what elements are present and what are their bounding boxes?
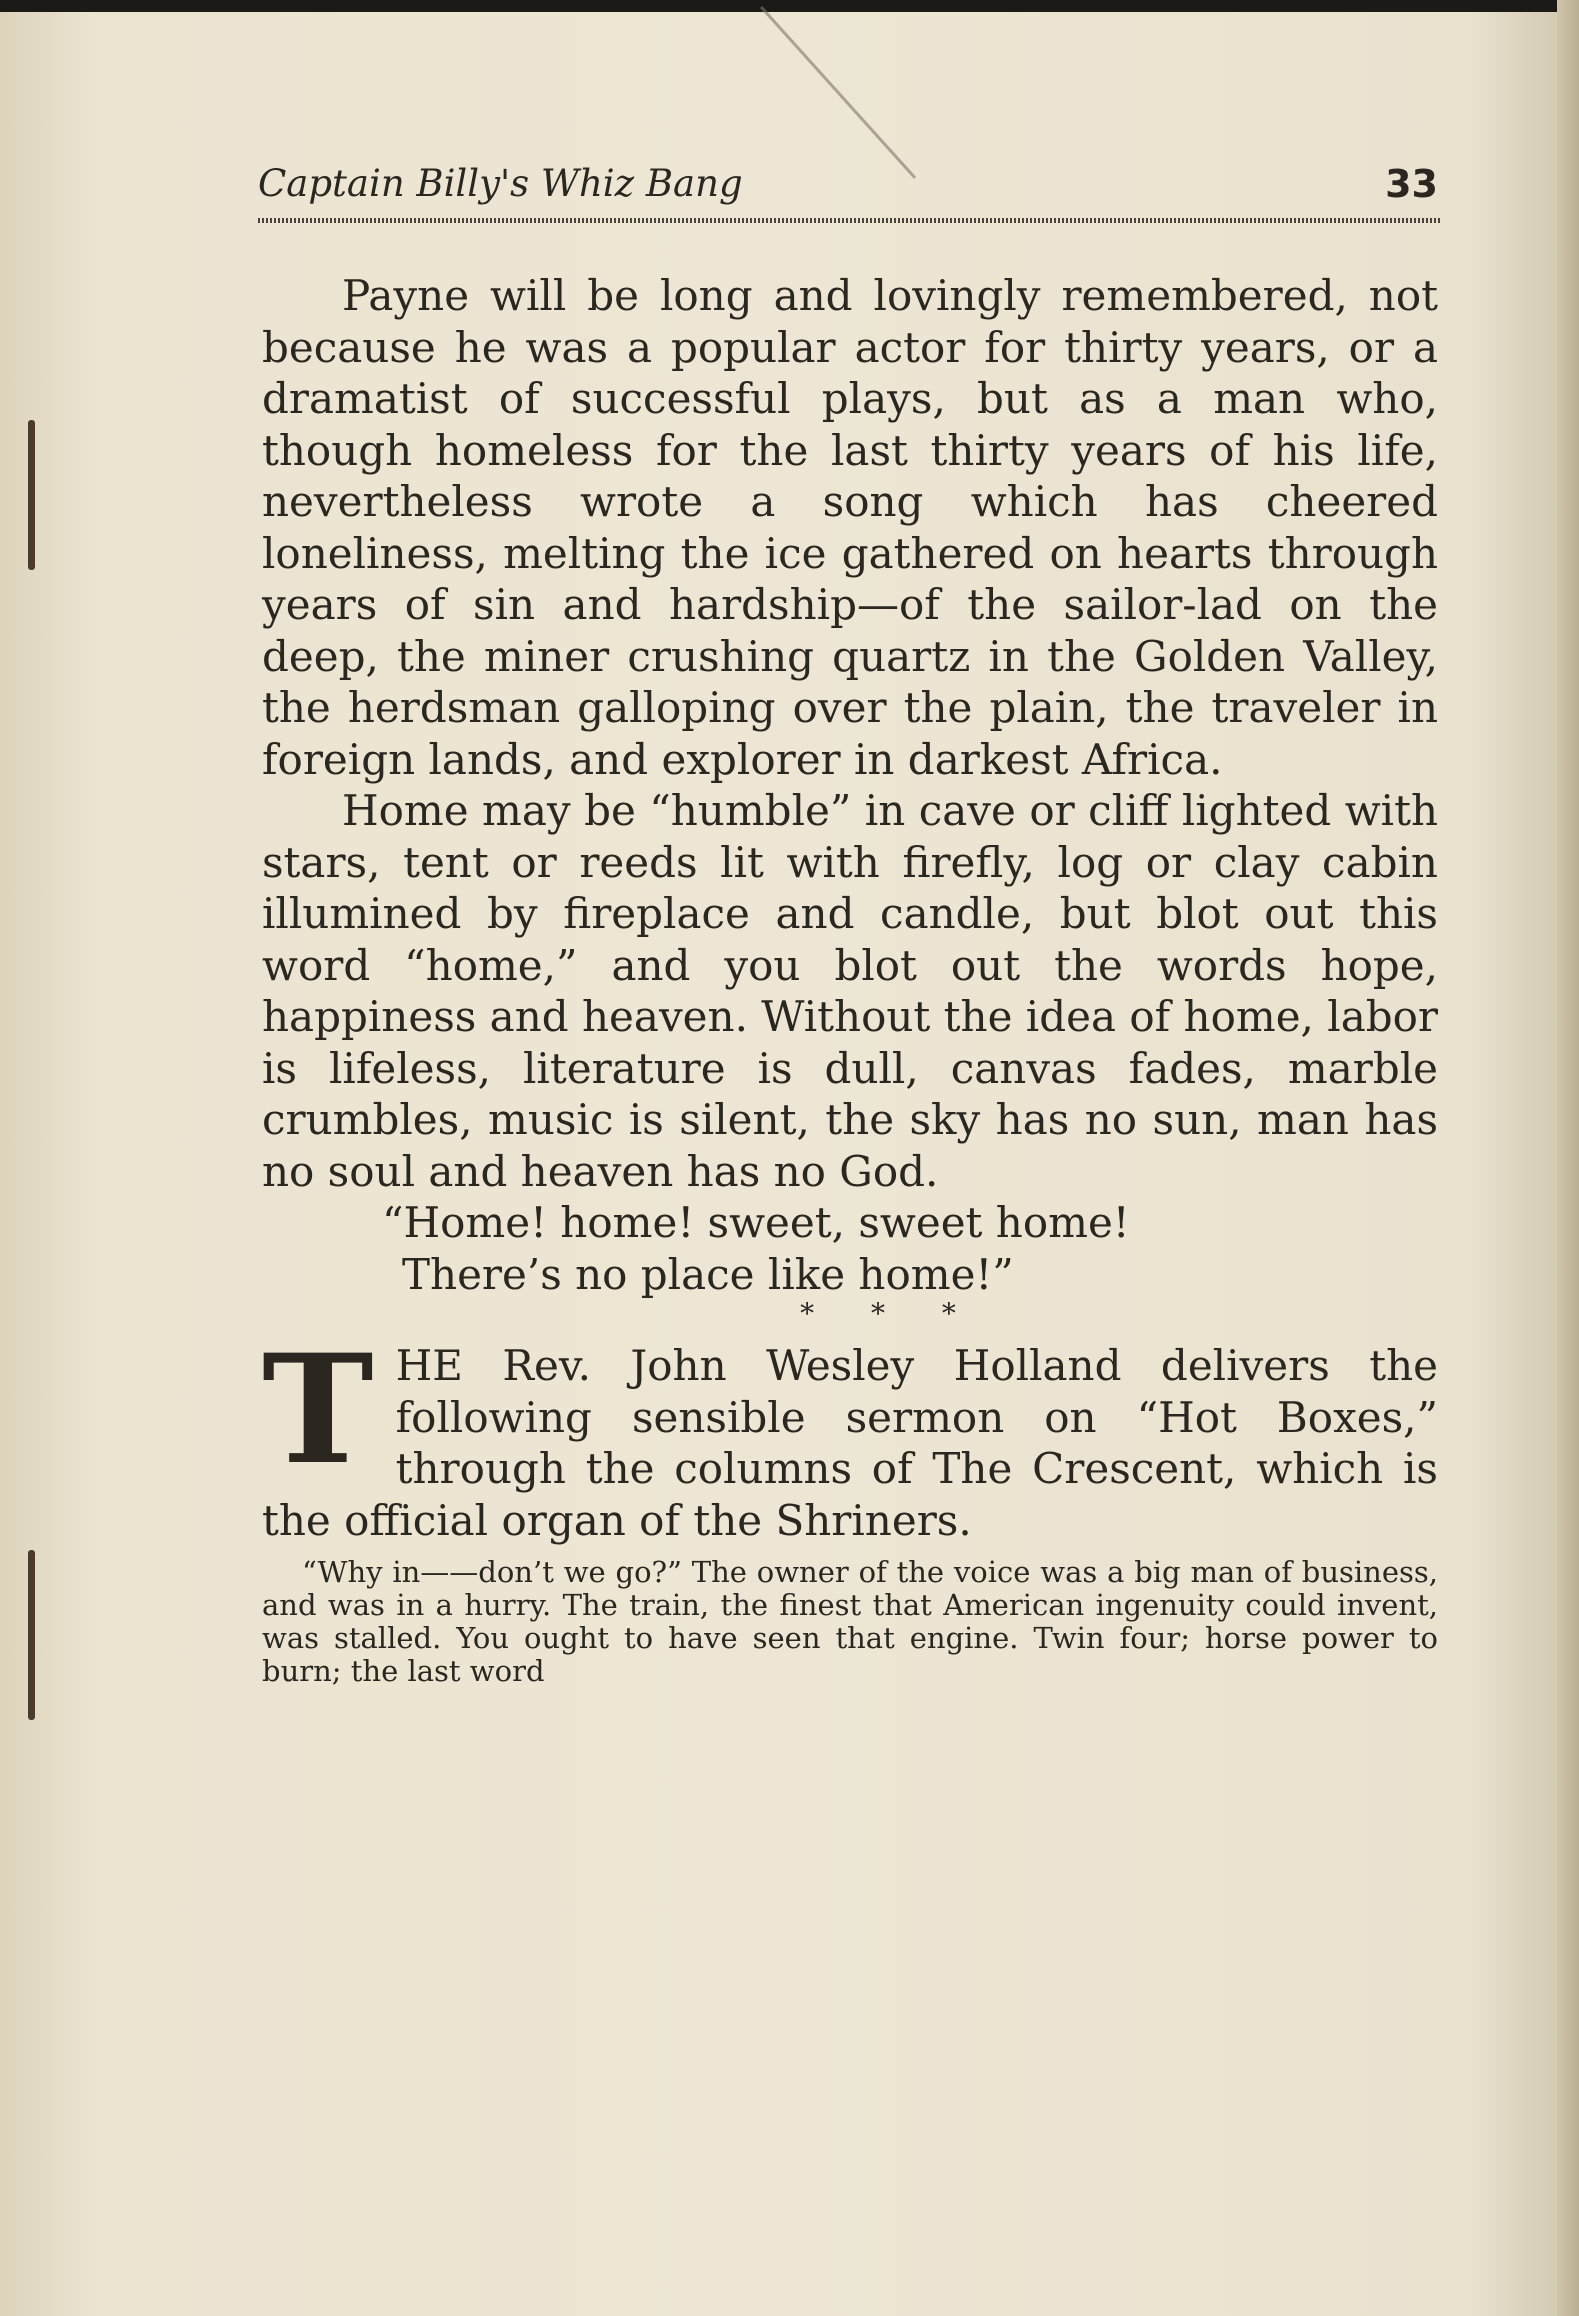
page-right-edge	[1557, 0, 1579, 2316]
running-head	[258, 162, 1438, 222]
staple-mark	[28, 420, 35, 570]
page-number: 33	[1385, 162, 1438, 206]
verse-line: There’s no place like home!”	[402, 1249, 1014, 1299]
section-separator: * * *	[800, 1297, 980, 1330]
small-print-paragraph: “Why in——don’t we go?” The owner of the voice was a big man of business, and was in a hurry. The train, the finest that American ingenuity could invent, was stalled. You ought to have seen that engine. Twin four; horse power to burn; the last word	[262, 1555, 1438, 1688]
dropcap-paragraph	[262, 1322, 1438, 1546]
paragraph: Payne will be long and lovingly remembered, not because he was a popular actor for thirty years, or a dramatist of successful plays, but as a man who, though homeless for the last thirty years of his life, nevertheless wrote a song which has cheered loneliness, melting the ice gathered on hearts through years of sin and hardship—of the sailor-lad on the deep, the miner crushing quartz in the Golden Valley, the herdsman galloping over the plain, the traveler in foreign lands, and explorer in darkest Africa.	[262, 271, 1438, 784]
drop-cap: T	[262, 1322, 374, 1498]
verse-line: “Home! home! sweet, sweet home!	[382, 1198, 1130, 1247]
paragraph: Home may be “humble” in cave or cliff lighted with stars, tent or reeds lit with firefly, log or clay cabin illumined by fireplace and candle, but blot out this word “home,” and you blot out the words hope, happiness and heaven. Without the idea of home, labor is lifeless, literature is dull, canvas fades, marble crumbles, music is silent, the sky has no sun, man has no soul and heaven has no God.	[262, 786, 1438, 1196]
running-title: Captain Billy's Whiz Bang	[258, 162, 743, 205]
staple-mark	[28, 1550, 35, 1720]
page-crease	[760, 6, 916, 179]
body-text	[262, 270, 1438, 1717]
paragraph: HE Rev. John Wesley Holland delivers the following sensible sermon on “Hot Boxes,” through the columns of The Crescent, which is the official organ of the Shriners.	[262, 1341, 1438, 1545]
page-top-edge	[0, 0, 1579, 12]
header-rule	[258, 218, 1440, 223]
